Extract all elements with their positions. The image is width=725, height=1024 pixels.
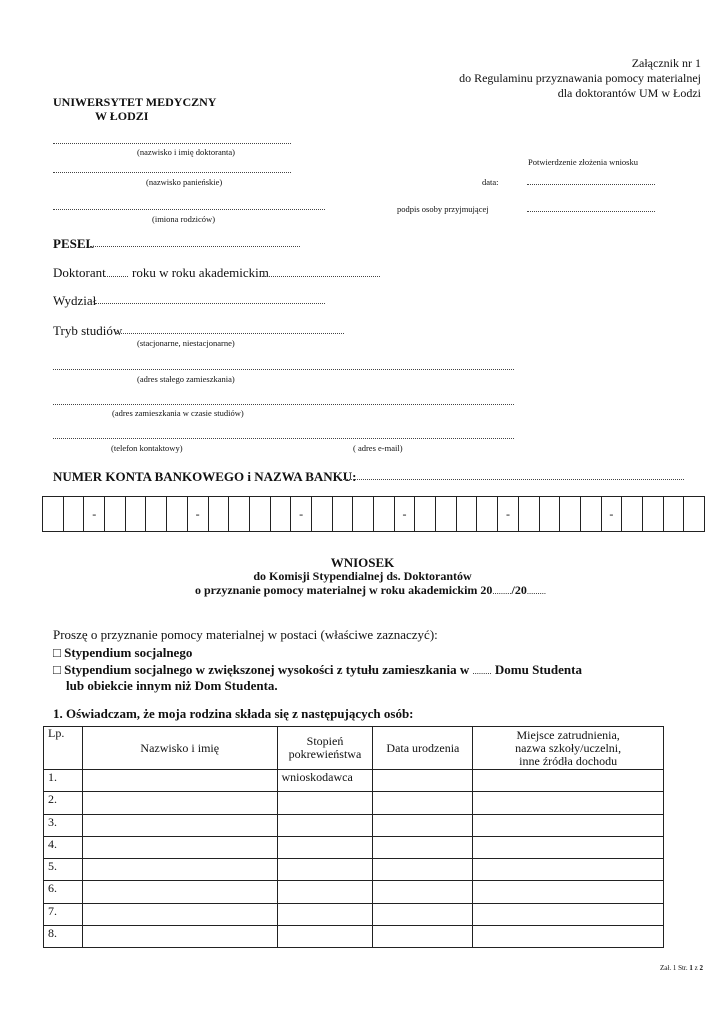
bank-account-label: NUMER KONTA BANKOWEGO i NAZWA BANKU: — [53, 469, 357, 484]
row-work[interactable] — [473, 859, 664, 881]
parents-names-label: (imiona rodziców) — [152, 214, 216, 224]
row-name[interactable] — [82, 770, 277, 792]
bank-account-cell[interactable] — [167, 497, 188, 532]
table-row — [44, 903, 664, 925]
row-work[interactable] — [473, 836, 664, 858]
col-work-l2: nazwa szkoły/uczelni, — [515, 740, 622, 755]
bank-account-cell[interactable] — [43, 497, 64, 532]
row-lp: 2. — [44, 792, 83, 814]
option-2-label: Stypendium socjalnego w zwiększonej wysokości z tytułu zamieszkania w — [64, 662, 470, 677]
row-birth[interactable] — [373, 859, 473, 881]
row-birth[interactable] — [373, 903, 473, 925]
bank-account-cell[interactable] — [311, 497, 332, 532]
option-1-checkbox[interactable]: □ — [53, 645, 61, 660]
option-1-label: Stypendium socjalnego — [64, 645, 193, 660]
col-name: Nazwisko i imię — [82, 727, 277, 770]
email-label: ( adres e-mail) — [353, 443, 403, 453]
bank-account-cell[interactable] — [663, 497, 684, 532]
option-2-checkbox[interactable]: □ — [53, 662, 61, 677]
academic-year-label: roku w roku akademickim — [132, 265, 269, 280]
page-sep: z — [694, 964, 698, 972]
bank-account-cell[interactable] — [63, 497, 84, 532]
study-address-label: (adres zamieszkania w czasie studiów) — [112, 408, 244, 418]
row-relation[interactable] — [277, 792, 373, 814]
pesel-field[interactable] — [90, 246, 300, 247]
row-relation[interactable] — [277, 836, 373, 858]
col-relation-l1: Stopień — [306, 734, 344, 748]
bank-account-cell[interactable]: - — [187, 497, 208, 532]
tryb-field[interactable] — [117, 333, 344, 334]
table-row — [44, 926, 664, 948]
tryb-hint: (stacjonarne, niestacjonarne) — [137, 338, 235, 348]
bank-account-cell[interactable] — [456, 497, 477, 532]
table-row — [44, 881, 664, 903]
name-field-label: (nazwisko i imię doktoranta) — [137, 147, 235, 157]
row-relation[interactable] — [277, 926, 373, 948]
phone-label: (telefon kontaktowy) — [111, 443, 183, 453]
row-name[interactable] — [82, 881, 277, 903]
confirmation-date-field[interactable] — [527, 184, 655, 185]
row-relation[interactable] — [277, 814, 373, 836]
study-address-field[interactable] — [53, 404, 514, 405]
bank-account-cell[interactable] — [477, 497, 498, 532]
col-lp: Lp. — [44, 727, 83, 770]
permanent-address-field[interactable] — [53, 369, 514, 370]
row-work[interactable] — [473, 770, 664, 792]
row-name[interactable] — [82, 814, 277, 836]
family-table — [43, 726, 664, 948]
annex-header — [459, 56, 701, 101]
option-2-line-2: lub obiekcie innym niż Dom Studenta. — [66, 678, 278, 693]
row-name[interactable] — [82, 836, 277, 858]
option-2[interactable]: □ Stypendium socjalnego w zwiększonej wysokości z tytułu zamieszkania w ......... Domu Studenta — [53, 662, 582, 677]
annex-line-3: dla doktorantów UM w Łodzi — [557, 86, 701, 100]
bank-account-cell[interactable] — [229, 497, 250, 532]
table-row — [44, 859, 664, 881]
option-2-label-cont: Domu Studenta — [494, 662, 582, 677]
bank-account-cell[interactable] — [642, 497, 663, 532]
col-work-l1: Miejsce zatrudnienia, — [516, 727, 620, 742]
page-total: 2 — [699, 964, 703, 972]
row-relation[interactable] — [277, 859, 373, 881]
bank-account-cell[interactable]: - — [84, 497, 105, 532]
page-number: 1 — [689, 964, 693, 972]
bank-account-cell[interactable] — [249, 497, 270, 532]
row-work[interactable] — [473, 926, 664, 948]
bank-account-cell[interactable] — [518, 497, 539, 532]
row-relation[interactable] — [277, 881, 373, 903]
col-work — [473, 727, 664, 770]
bank-account-cell[interactable] — [580, 497, 601, 532]
table-row — [44, 770, 664, 792]
col-birth: Data urodzenia — [373, 727, 473, 770]
row-lp: 4. — [44, 836, 83, 858]
confirmation-title: Potwierdzenie złożenia wniosku — [528, 157, 638, 167]
academic-year-field[interactable] — [262, 276, 380, 277]
row-lp: 3. — [44, 814, 83, 836]
col-relation — [277, 727, 373, 770]
row-work[interactable] — [473, 881, 664, 903]
tryb-label: Tryb studiów — [53, 323, 123, 338]
col-relation-l2: pokrewieństwa — [288, 747, 362, 761]
application-year-mid: /20 — [511, 583, 527, 597]
bank-account-cell[interactable] — [208, 497, 229, 532]
bank-account-cell[interactable] — [622, 497, 643, 532]
pesel-label: PESEL — [53, 236, 95, 251]
bank-account-cell[interactable] — [436, 497, 457, 532]
bank-account-cell[interactable] — [684, 497, 705, 532]
bank-account-cell[interactable]: - — [291, 497, 312, 532]
row-work[interactable] — [473, 792, 664, 814]
row-lp: 7. — [44, 903, 83, 925]
parents-names-field[interactable] — [53, 209, 325, 210]
family-table-header — [44, 727, 664, 770]
confirmation-date-label: data: — [482, 177, 499, 187]
confirmation-signature-label: podpis osoby przyjmującej — [397, 204, 489, 214]
request-text: Proszę o przyznanie pomocy materialnej w postaci (właściwe zaznaczyć): — [53, 627, 438, 642]
bank-account-cell[interactable] — [125, 497, 146, 532]
option-1[interactable] — [53, 645, 192, 661]
table-row — [44, 836, 664, 858]
application-committee: do Komisji Stypendialnej ds. Doktorantów — [253, 569, 472, 583]
annex-line-1: Załącznik nr 1 — [631, 56, 701, 70]
bank-account-cell[interactable] — [270, 497, 291, 532]
maiden-name-field[interactable] — [53, 172, 291, 173]
maiden-name-label: (nazwisko panieńskie) — [146, 177, 223, 187]
bank-account-cell[interactable] — [105, 497, 126, 532]
bank-name-field[interactable] — [340, 479, 684, 480]
bank-account-cell[interactable] — [353, 497, 374, 532]
bank-account-cell[interactable]: - — [394, 497, 415, 532]
wydzial-label: Wydział — [53, 293, 97, 308]
row-birth[interactable] — [373, 814, 473, 836]
wydzial-field[interactable] — [95, 303, 325, 304]
confirmation-signature-field[interactable] — [527, 211, 655, 212]
name-field[interactable] — [53, 143, 291, 144]
bank-account-cell[interactable] — [415, 497, 436, 532]
contact-field[interactable] — [53, 438, 514, 439]
application-year-prefix: o przyznanie pomocy materialnej w roku akademickim 20 — [195, 583, 493, 597]
row-name[interactable] — [82, 792, 277, 814]
row-lp: 1. — [44, 770, 83, 792]
page-prefix: Zał. 1 Str. — [660, 964, 688, 972]
bank-account-grid — [42, 496, 705, 532]
bank-account-cell[interactable]: - — [498, 497, 519, 532]
bank-account-cell[interactable] — [146, 497, 167, 532]
application-year-line: o przyznanie pomocy materialnej w roku akademickim 20........./20......... — [195, 583, 547, 597]
row-lp: 5. — [44, 859, 83, 881]
row-birth[interactable] — [373, 926, 473, 948]
row-work[interactable] — [473, 903, 664, 925]
col-work-l3: inne źródła dochodu — [519, 753, 618, 768]
permanent-address-label: (adres stałego zamieszkania) — [137, 374, 235, 384]
row-name[interactable] — [82, 926, 277, 948]
year-of-study-field[interactable] — [104, 276, 128, 277]
bank-account-cell[interactable]: - — [601, 497, 622, 532]
row-relation[interactable]: wnioskodawca — [277, 770, 373, 792]
row-name[interactable] — [82, 903, 277, 925]
row-birth[interactable] — [373, 881, 473, 903]
row-relation[interactable] — [277, 903, 373, 925]
university-name: UNIWERSYTET MEDYCZNY — [53, 95, 217, 109]
page-footer — [660, 964, 703, 972]
table-row — [44, 814, 664, 836]
application-title: WNIOSEK — [330, 555, 395, 570]
family-heading: 1. Oświadczam, że moja rodzina składa się z następujących osób: — [53, 706, 414, 721]
row-lp: 8. — [44, 926, 83, 948]
row-lp: 6. — [44, 881, 83, 903]
bank-account-cell[interactable] — [560, 497, 581, 532]
bank-account-cell[interactable] — [374, 497, 395, 532]
doktorant-label: Doktorant — [53, 265, 106, 280]
bank-account-cell[interactable] — [332, 497, 353, 532]
university-city: W ŁODZI — [95, 109, 149, 123]
row-name[interactable] — [82, 859, 277, 881]
row-birth[interactable] — [373, 836, 473, 858]
table-row — [44, 792, 664, 814]
bank-account-cell[interactable] — [539, 497, 560, 532]
row-work[interactable] — [473, 814, 664, 836]
row-birth[interactable] — [373, 770, 473, 792]
row-birth[interactable] — [373, 792, 473, 814]
annex-line-2: do Regulaminu przyznawania pomocy materialnej — [459, 71, 701, 85]
